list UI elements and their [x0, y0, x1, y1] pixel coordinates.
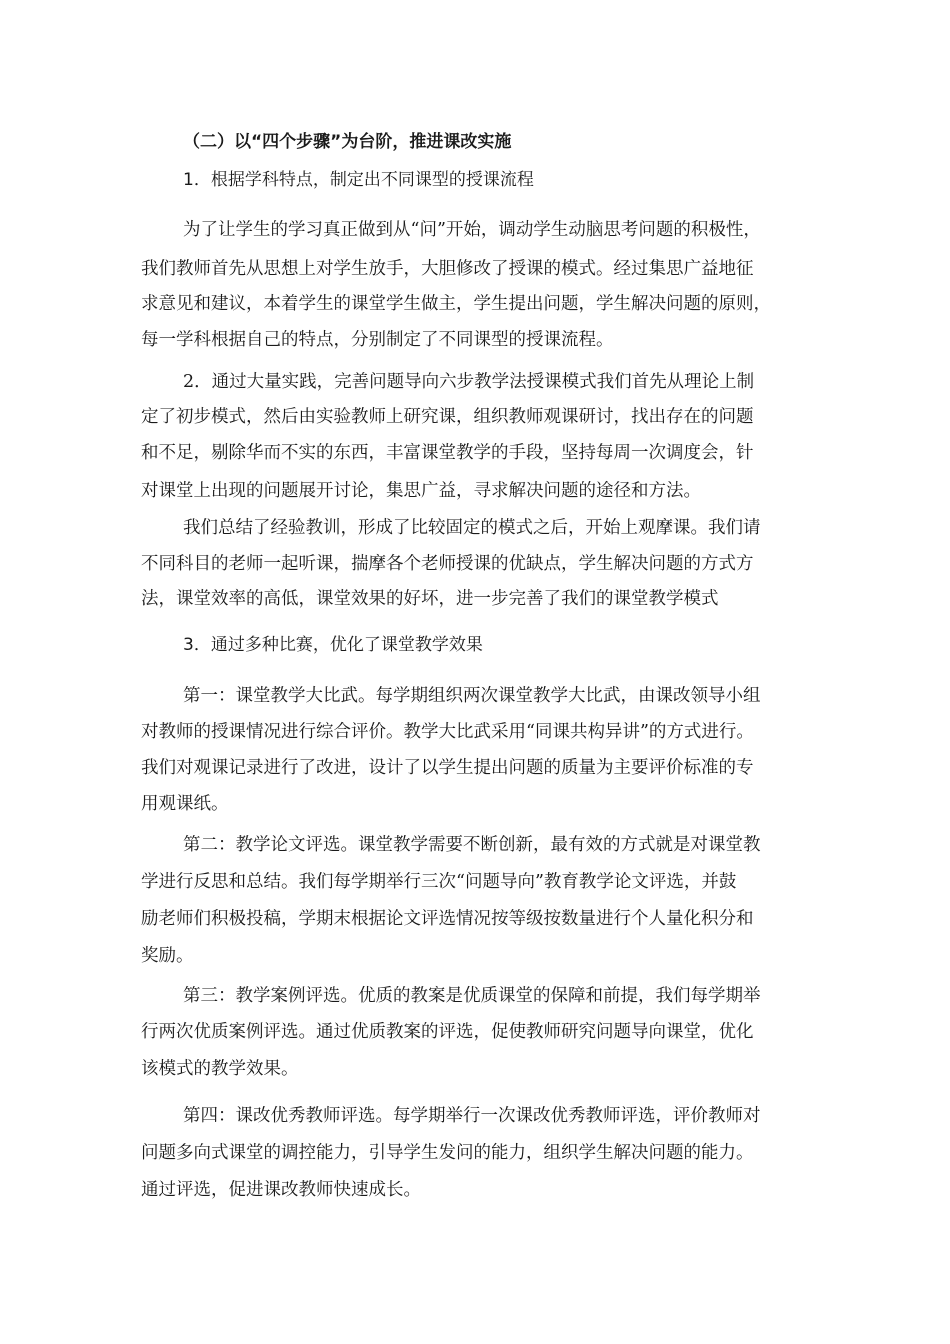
paragraph-line: 对教师的授课情况进行综合评价。教学大比武采用“同课共构异讲”的方式进行。	[141, 722, 754, 742]
paragraph-line: 励老师们积极投稿，学期末根据论文评选情况按等级按数量进行个人量化积分和	[141, 909, 754, 929]
paragraph-line: 行两次优质案例评选。通过优质教案的评选，促使教师研究问题导向课堂，优化	[141, 1022, 754, 1042]
paragraph-line: 该模式的教学效果。	[141, 1059, 299, 1079]
paragraph-line: 学进行反思和总结。我们每学期举行三次“问题导向”教育教学论文评选，并鼓	[141, 872, 737, 892]
paragraph-line: 我们教师首先从思想上对学生放手，大胆修改了授课的模式。经过集思广益地征	[141, 259, 754, 279]
paragraph-line: 对课堂上出现的问题展开讨论，集思广益，寻求解决问题的途径和方法。	[141, 481, 701, 501]
paragraph-line: 用观课纸。	[141, 794, 229, 814]
section-heading: （二）以“四个步骤”为台阶，推进课改实施	[183, 132, 512, 152]
paragraph-line: 求意见和建议，本着学生的课堂学生做主，学生提出问题，学生解决问题的原则，	[141, 294, 771, 314]
paragraph-line: 第四：课改优秀教师评选。每学期举行一次课改优秀教师评选，评价教师对	[183, 1106, 761, 1126]
paragraph-line: 不同科目的老师一起听课，揣摩各个老师授课的优缺点，学生解决问题的方式方	[141, 554, 754, 574]
paragraph-line: 我们总结了经验教训，形成了比较固定的模式之后，开始上观摩课。我们请	[183, 518, 761, 538]
paragraph-line: 法，课堂效率的高低，课堂效果的好坏，进一步完善了我们的课堂教学模式	[141, 589, 719, 609]
paragraph-line: 定了初步模式，然后由实验教师上研究课，组织教师观课研讨，找出存在的问题	[141, 407, 754, 427]
paragraph-line: 第一：课堂教学大比武。每学期组织两次课堂教学大比武，由课改领导小组	[183, 686, 761, 706]
paragraph-line: 问题多向式课堂的调控能力，引导学生发问的能力，组织学生解决问题的能力。	[141, 1143, 754, 1163]
item-3-title: 3．通过多种比赛，优化了课堂教学效果	[183, 635, 483, 655]
paragraph-line: 为了让学生的学习真正做到从“问”开始，调动学生动脑思考问题的积极性，	[183, 220, 761, 240]
paragraph-line: 我们对观课记录进行了改进，设计了以学生提出问题的质量为主要评价标准的专	[141, 758, 754, 778]
item-1-title: 1．根据学科特点，制定出不同课型的授课流程	[183, 170, 534, 190]
paragraph-line: 奖励。	[141, 946, 194, 966]
paragraph-line: 每一学科根据自己的特点，分别制定了不同课型的授课流程。	[141, 330, 614, 350]
paragraph-line: 第二：教学论文评选。课堂教学需要不断创新，最有效的方式就是对课堂教	[183, 835, 761, 855]
paragraph-line: 通过评选，促进课改教师快速成长。	[141, 1180, 421, 1200]
paragraph-line: 和不足，剔除华而不实的东西，丰富课堂教学的手段，坚持每周一次调度会，针	[141, 443, 754, 463]
paragraph-line: 第三：教学案例评选。优质的教案是优质课堂的保障和前提，我们每学期举	[183, 986, 761, 1006]
paragraph-line: 2．通过大量实践，完善问题导向六步教学法授课模式我们首先从理论上制	[183, 372, 755, 392]
